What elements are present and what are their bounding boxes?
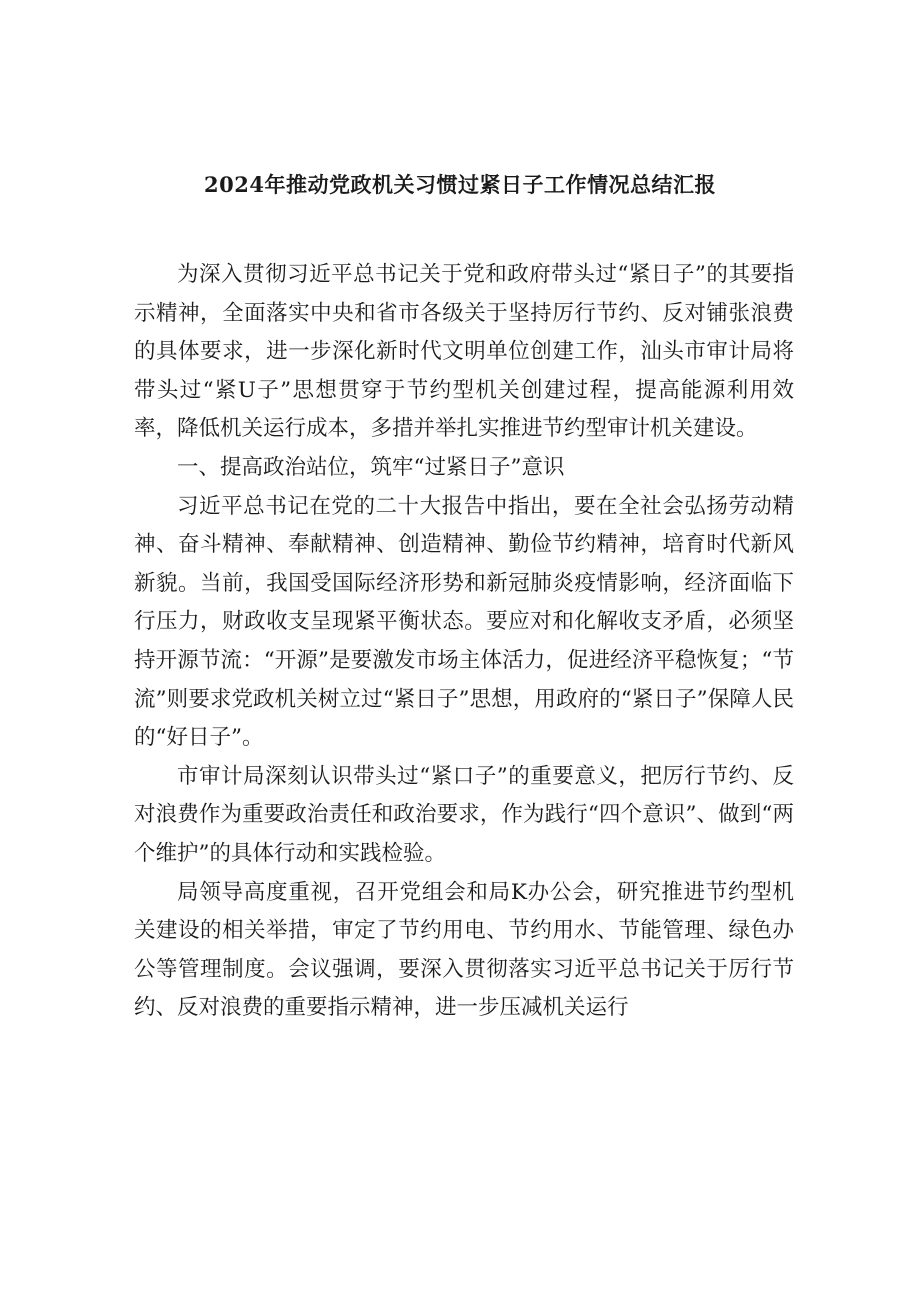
paragraph-background: 习近平总书记在党的二十大报告中指出，要在全社会弘扬劳动精神、奋斗精神、奉献精神、创造精神、勤俭节约精神，培育时代新风新貌。当前，我国受国际经济形势和新冠肺炎疫情影响，经济面临下行压力，财政收支呈现紧平衡状态。要应对和化解收支矛盾，必须坚持开源节流：“开源”是要激发市场主体活力，促进经济平稳恢复；“节流”则要求党政机关树立过“紧日子”思想，用政府的“紧日子”保障人民的“好日子”。 xyxy=(134,493,794,751)
section-heading-1: 一、提高政治站位，筑牢“过紧日子”意识 xyxy=(177,454,565,480)
document-body xyxy=(134,256,794,1028)
paragraph-significance: 市审计局深刻认识带头过“紧口子”的重要意义，把厉行节约、反对浪费作为重要政治责任和政治要求，作为践行“四个意识”、做到“两个维护”的具体行动和实践检验。 xyxy=(134,763,794,866)
paragraph-intro: 为深入贯彻习近平总书记关于党和政府带头过“紧日子”的其要指示精神，全面落实中央和省市各级关于坚持厉行节约、反对铺张浪费的具体要求，进一步深化新时代文明单位创建工作，汕头市审计局将带头过“紧U子”思想贯穿于节约型机关创建过程，提高能源利用效率，降低机关运行成本，多措并举扎实推进节约型审计机关建设。 xyxy=(134,262,794,442)
document-title: 2024年推动党政机关习惯过紧日子工作情况总结汇报 xyxy=(204,172,716,197)
paragraph-leadership: 局领导高度重视，召开党组会和局K办公会，研究推进节约型机关建设的相关举措，审定了节约用电、节约用水、节能管理、绿色办公等管理制度。会议强调，要深入贯彻落实习近平总书记关于厉行节约、反对浪费的重要指示精神，进一步压减机关运行 xyxy=(134,879,794,1021)
